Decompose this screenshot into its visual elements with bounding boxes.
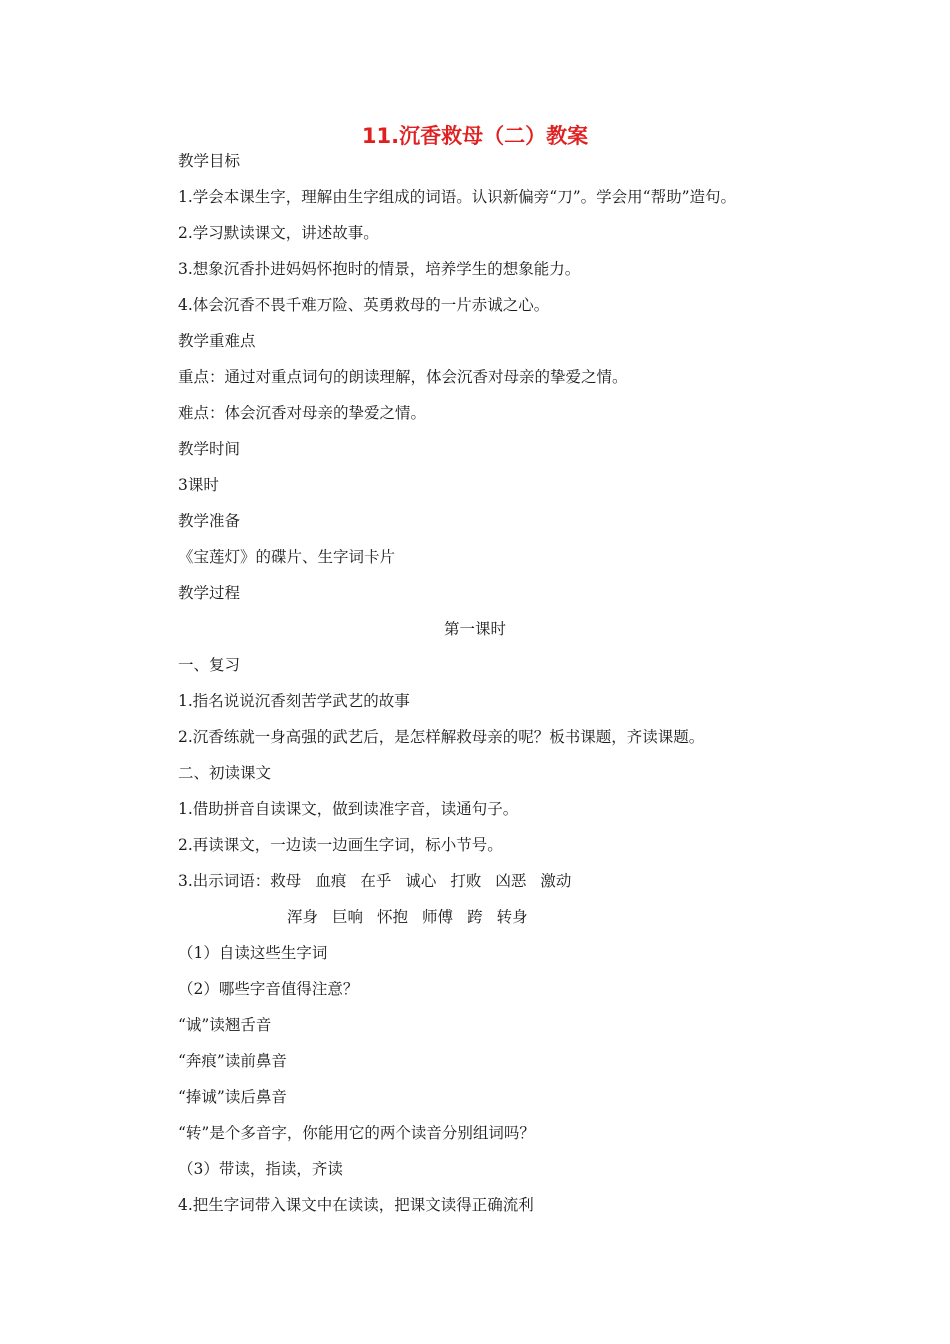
vocab-word: 转身 — [496, 908, 528, 926]
time-heading: 教学时间 — [178, 440, 241, 458]
firstread-heading: 二、初读课文 — [178, 764, 272, 782]
vocab-word: 师傅 — [422, 908, 454, 926]
review-item: 2.沉香练就一身高强的武艺后，是怎样解救母亲的呢？板书课题，齐读课题。 — [178, 728, 705, 746]
words-row-1 — [270, 871, 571, 891]
process-item: 4.把生字词带入课文中在读读，把课文读得正确流利 — [178, 1196, 534, 1214]
sub-item: （2）哪些字音值得注意？ — [178, 980, 359, 998]
pronunciation-note: “转”是个多音字，你能用它的两个读音分别组词吗？ — [178, 1124, 535, 1142]
lesson1-heading: 第一课时 — [443, 620, 506, 638]
prep-value: 《宝莲灯》的碟片、生字词卡片 — [178, 548, 396, 566]
objective-item: 4.体会沉香不畏千难万险、英勇救母的一片赤诚之心。 — [178, 296, 550, 314]
pronunciation-note: “奔痕”读前鼻音 — [178, 1052, 287, 1070]
objectives-heading: 教学目标 — [178, 152, 241, 170]
firstread-item: 1.借助拼音自读课文，做到读准字音，读通句子。 — [178, 800, 519, 818]
sub-item: （3）带读，指读，齐读 — [178, 1160, 343, 1178]
vocab-word: 在乎 — [360, 872, 392, 890]
words-line-1 — [178, 871, 571, 891]
time-value: 3课时 — [178, 476, 219, 494]
vocab-word: 浑身 — [287, 908, 319, 926]
document-title: 11.沉香救母（二）教案 — [361, 124, 589, 148]
sub-item: （1）自读这些生字词 — [178, 944, 328, 962]
key-point: 重点：通过对重点词句的朗读理解，体会沉香对母亲的挚爱之情。 — [178, 368, 628, 386]
vocab-word: 跨 — [467, 908, 483, 926]
review-item: 1.指名说说沉香刻苦学武艺的故事 — [178, 692, 410, 710]
prep-heading: 教学准备 — [178, 512, 241, 530]
words-line-2 — [287, 907, 528, 927]
words-label: 3.出示词语： — [178, 872, 271, 890]
difficult-point: 难点：体会沉香对母亲的挚爱之情。 — [178, 404, 427, 422]
vocab-word: 血痕 — [315, 872, 347, 890]
words-row-2 — [287, 907, 528, 927]
vocab-word: 激动 — [540, 872, 572, 890]
review-heading: 一、复习 — [178, 656, 241, 674]
objective-item: 3.想象沉香扑进妈妈怀抱时的情景，培养学生的想象能力。 — [178, 260, 581, 278]
firstread-item: 2.再读课文，一边读一边画生字词，标小节号。 — [178, 836, 503, 854]
pronunciation-note: “捧诚”读后鼻音 — [178, 1088, 287, 1106]
objective-item: 2.学习默读课文，讲述故事。 — [178, 224, 379, 242]
vocab-word: 诚心 — [405, 872, 437, 890]
vocab-word: 凶恶 — [495, 872, 527, 890]
objective-item: 1.学会本课生字，理解由生字组成的词语。认识新偏旁“刀”。学会用“帮助”造句。 — [178, 188, 736, 206]
key-points-heading: 教学重难点 — [178, 332, 256, 350]
vocab-word: 打败 — [450, 872, 482, 890]
process-heading: 教学过程 — [178, 584, 241, 602]
vocab-word: 怀抱 — [377, 908, 409, 926]
vocab-word: 巨响 — [332, 908, 364, 926]
vocab-word: 救母 — [270, 872, 302, 890]
pronunciation-note: “诚”读翘舌音 — [178, 1016, 272, 1034]
